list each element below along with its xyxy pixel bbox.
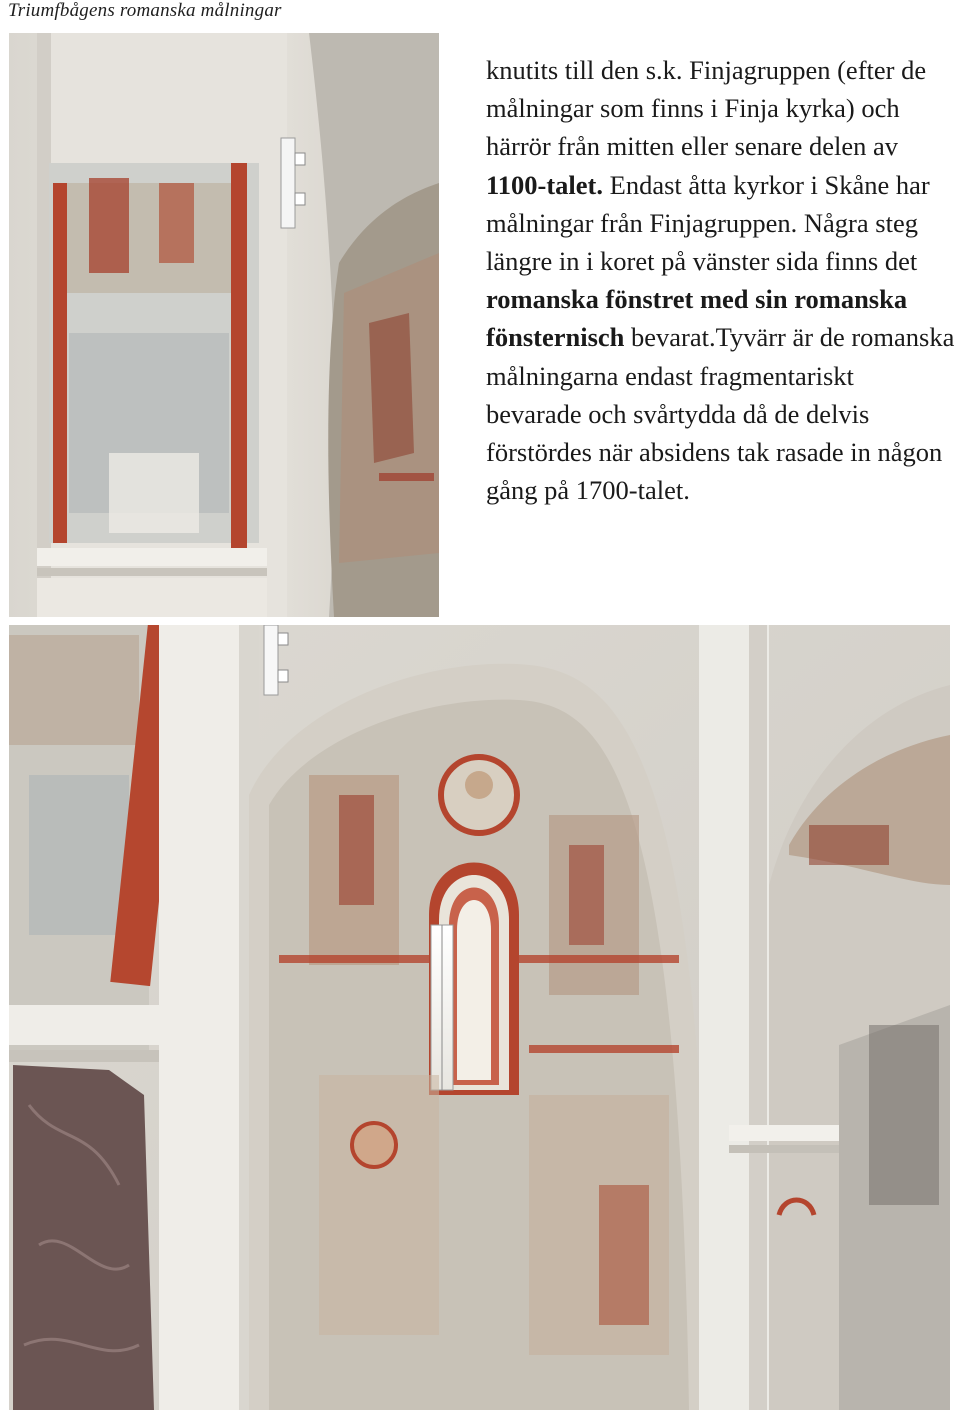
running-title: Triumfbågens romanska målningar (8, 0, 282, 21)
body-text-part-1: knutits till den s.k. Finjagruppen (efter de målningar som finns i Finja kyrka) och härrör från mitten eller senare delen av (486, 55, 927, 162)
body-bold-century: 1100-talet. (486, 169, 604, 200)
body-paragraph (486, 51, 956, 509)
fresco-apse-window-image (9, 625, 950, 1410)
fresco-pillar-photo (9, 33, 439, 617)
body-text-part-2: Endast åtta kyrkor i Skåne har målningar från Finjagruppen. Några steg längre in i koret på vänster sida finns det (486, 169, 930, 277)
body-text-part-3: bevarat.Tyvärr är de romanska målningarna endast fragmentariskt bevarade och svårtydda då de delvis förstördes när absidens tak rasade in någon gång på 1700-talet. (486, 322, 955, 506)
fresco-apse-window-photo (9, 625, 950, 1410)
body-bold-window: romanska fönstret med sin romanska fönsternisch (486, 284, 908, 353)
fresco-pillar-image (9, 33, 439, 617)
